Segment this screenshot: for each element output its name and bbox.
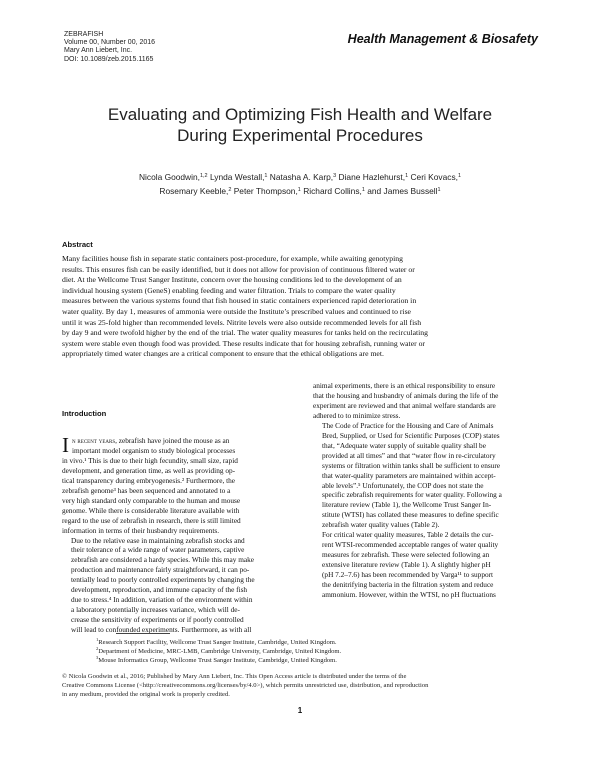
footnote xyxy=(96,638,540,647)
text-line: that water-quality parameters are maintained within accept- xyxy=(322,470,496,480)
author-line xyxy=(80,170,520,184)
affiliation-mark: 1 xyxy=(457,173,462,179)
author-name: Richard Collins, xyxy=(303,186,362,196)
text-line: in vivo.¹ This is due to their high fecundity, small size, rapid xyxy=(62,455,238,465)
affiliation-mark: 2 xyxy=(228,187,232,193)
license-line: © Nicola Goodwin et al., 2016; Published by Mary Ann Liebert, Inc. This Open Access article is distributed under the terms of the xyxy=(62,673,407,680)
text-line: very high standard only comparable to the human and mouse xyxy=(62,495,241,505)
abstract-line: individual housing system (GeneS) enabling feeding and water filtration. Trials to compare the water quality xyxy=(62,285,396,295)
author-name: Lynda Westall, xyxy=(209,172,265,182)
paragraph xyxy=(313,530,540,600)
text-line: zebrafish are considered a hardy species. While this may make xyxy=(71,555,255,565)
text-line: extensive literature review (Table 1). A slightly higher pH xyxy=(322,560,491,570)
article-title xyxy=(60,104,540,146)
text-line: important model organism to study biological processes xyxy=(72,445,236,455)
affiliation-mark: 1 xyxy=(297,187,301,193)
footnote-text: Department of Medicine, MRC-LMB, Cambridge University, Cambridge, United Kingdom. xyxy=(98,648,342,656)
text-line: tical transparency during embryogenesis.² Furthermore, the xyxy=(62,475,236,485)
abstract-text xyxy=(62,254,540,360)
text-line: crease the sensitivity of experiments or if poorly controlled xyxy=(71,615,244,625)
text-line: development, reproduction, and immune capacity of the fish xyxy=(71,585,248,595)
text-line: The Code of Practice for the Housing and Care of Animals xyxy=(322,420,494,430)
text-line: systems or filtration within tanks shall be sufficient to ensure xyxy=(322,460,501,470)
text-line: information in terms of their husbandry requirements. xyxy=(62,525,220,535)
left-column xyxy=(62,433,289,635)
text-line: zebrafish genome³ has been sequenced and annotated to a xyxy=(62,485,231,495)
abstract-line: until it was 25-fold higher than recommended levels. Nitrite levels were also outside recommended levels for all fish xyxy=(62,317,422,327)
abstract-line: by day 9 and were twofold higher by the end of the trial. The water quality measures for tanks held on the recirculating xyxy=(62,328,428,338)
text-line: rent WTSI-recommended acceptable ranges of water quality xyxy=(322,540,499,550)
text-line: zebrafish have joined the mouse as an xyxy=(118,436,230,445)
right-column xyxy=(313,381,540,600)
text-line: production and maintenance fairly straightforward, it can po- xyxy=(71,565,250,575)
abstract-line: results. This ensures fish can be easily identified, but it does not allow for provision of continuous filtered water or xyxy=(62,264,415,274)
page-number: 1 xyxy=(297,706,303,715)
text-line: due to stress.⁴ In addition, variation of the environment within xyxy=(71,595,253,605)
affiliation-mark: 1 xyxy=(405,173,409,179)
text-line: that, “Adequate water supply of suitable quality shall be xyxy=(322,440,486,450)
introduction-heading: Introduction xyxy=(62,409,107,418)
license-line[interactable]: Creative Commons License (<http://creativecommons.org/licenses/by/4.0>), which permits unrestricted use, distribution, and reproduction xyxy=(62,682,429,690)
text-line: will lead to confounded experiments. Furthermore, as with all xyxy=(71,625,252,635)
affiliation-mark: 1 xyxy=(437,187,441,193)
license-notice xyxy=(62,672,540,700)
affiliation-mark: 1,2 xyxy=(199,173,208,179)
text-line: animal experiments, there is an ethical responsibility to ensure xyxy=(313,381,496,390)
text-line: ammonium. However, within the WTSI, no pH fluctuations xyxy=(322,590,496,600)
paragraph xyxy=(313,421,540,530)
text-line: experiment are reviewed and that animal welfare standards are xyxy=(313,400,496,410)
footnote-text: Mouse Informatics Group, Wellcome Trust Sanger Institute, Cambridge, United Kingdom. xyxy=(98,657,337,665)
affiliation-mark: 3 xyxy=(333,173,337,179)
title-line: During Experimental Procedures xyxy=(177,126,423,145)
text-line: tentially lead to poorly controlled experiments by changing the xyxy=(71,575,255,585)
text-line: development, and generation time, as well as providing op- xyxy=(62,465,236,475)
text-line: adhered to to minimize stress. xyxy=(313,410,401,420)
affiliation-mark: 1 xyxy=(264,173,268,179)
author-name: Nicola Goodwin, xyxy=(138,172,200,182)
author-list xyxy=(80,170,520,198)
text-line: literature review (Table 1), the Wellcome Trust Sanger In- xyxy=(322,500,492,510)
journal-info xyxy=(64,31,155,64)
author-name: Peter Thompson, xyxy=(233,186,298,196)
abstract-line: measures between the various systems found that fish housed in static containers experienced rapid deterioration in xyxy=(62,296,417,306)
small-caps-lead: n recent years, xyxy=(72,436,117,445)
journal-doi[interactable]: DOI: 10.1089/zeb.2015.1165 xyxy=(64,55,154,63)
affiliation-mark: 1 xyxy=(361,187,365,193)
author-name: and James Bussell xyxy=(367,186,438,196)
text-line: a laboratory potentially increases variance, which will de- xyxy=(71,605,240,615)
text-line: that the housing and husbandry of animals during the life of the xyxy=(313,390,499,400)
text-line: measures for zebrafish. These were selected following an xyxy=(322,550,490,560)
author-name: Ceri Kovacs, xyxy=(410,172,458,182)
abstract-line: diet. At the Wellcome Trust Sanger Institute, concern over the housing conditions led to the development of an xyxy=(62,275,402,285)
text-line: the denitrifying bacteria in the filtration system and reduce xyxy=(322,580,494,590)
footnote-mark: 1 xyxy=(96,637,99,642)
text-line: (pH 7.2–7.6) has been recommended by Varga¹¹ to support xyxy=(322,570,494,580)
footnote xyxy=(96,647,540,656)
text-line: their tolerance of a wide range of water parameters, captive xyxy=(71,545,245,555)
affiliation-footnotes xyxy=(96,638,540,666)
author-name: Rosemary Keeble, xyxy=(159,186,229,196)
text-line: Bred, Supplied, or Used for Scientific Purposes (COP) states xyxy=(322,430,500,440)
abstract-line: Many facilities house fish in separate static containers post-procedure, for example, while awaiting genotyping xyxy=(62,254,403,263)
license-line: in any medium, provided the original work is properly credited. xyxy=(62,691,230,699)
paragraph xyxy=(313,381,540,421)
title-line: Evaluating and Optimizing Fish Health and Welfare xyxy=(107,105,493,124)
section-label: Health Management & Biosafety xyxy=(347,32,538,46)
author-name: Diane Hazlehurst, xyxy=(338,172,406,182)
drop-cap: I xyxy=(62,433,69,457)
abstract-line: water quality. By day 1, measures of ammonia were outside the Institute’s prescribed values and continued to rise xyxy=(62,306,411,316)
journal-volume: Volume 00, Number 00, 2016 xyxy=(64,39,156,47)
abstract-line: appropriately timed water changes are a critical component to ensure that the ethical obligations are met. xyxy=(62,349,384,359)
footnote-mark: 2 xyxy=(96,646,99,652)
text-line: Due to the relative ease in maintaining zebrafish stocks and xyxy=(71,535,245,545)
journal-name: ZEBRAFISH xyxy=(64,31,104,38)
author-line xyxy=(80,184,520,198)
author-name: Natasha A. Karp, xyxy=(269,172,334,182)
footnote-divider xyxy=(116,633,170,634)
journal-publisher: Mary Ann Liebert, Inc. xyxy=(64,47,133,55)
text-line: zebrafish water quality values (Table 2). xyxy=(322,520,440,530)
text-line: genome. While there is considerable literature available with xyxy=(62,505,240,515)
text-line: For critical water quality measures, Table 2 details the cur- xyxy=(322,530,494,540)
text-line: stitute (WTSI) has collated these measures to define specific xyxy=(322,510,499,520)
paragraph xyxy=(62,536,289,636)
paragraph xyxy=(62,433,289,536)
footnote xyxy=(96,656,540,665)
footnote-text: Research Support Facility, Wellcome Trust Sanger Institute, Cambridge, United Kingdom. xyxy=(98,639,337,646)
text-line: regard to the use of zebrafish in research, there is still limited xyxy=(62,515,241,525)
footnote-mark: 3 xyxy=(96,655,99,661)
abstract-heading: Abstract xyxy=(62,240,93,249)
abstract-line: system were stable even though food was provided. These results indicate that for housing zebrafish, running water or xyxy=(62,338,425,348)
text-line: provided at all times” and that “water flow in re-circulatory xyxy=(322,450,496,460)
text-line: specific zebrafish requirements for water quality. Following a xyxy=(322,490,502,500)
text-line: able levels”.⁵ Unfortunately, the COP does not state the xyxy=(322,480,484,490)
